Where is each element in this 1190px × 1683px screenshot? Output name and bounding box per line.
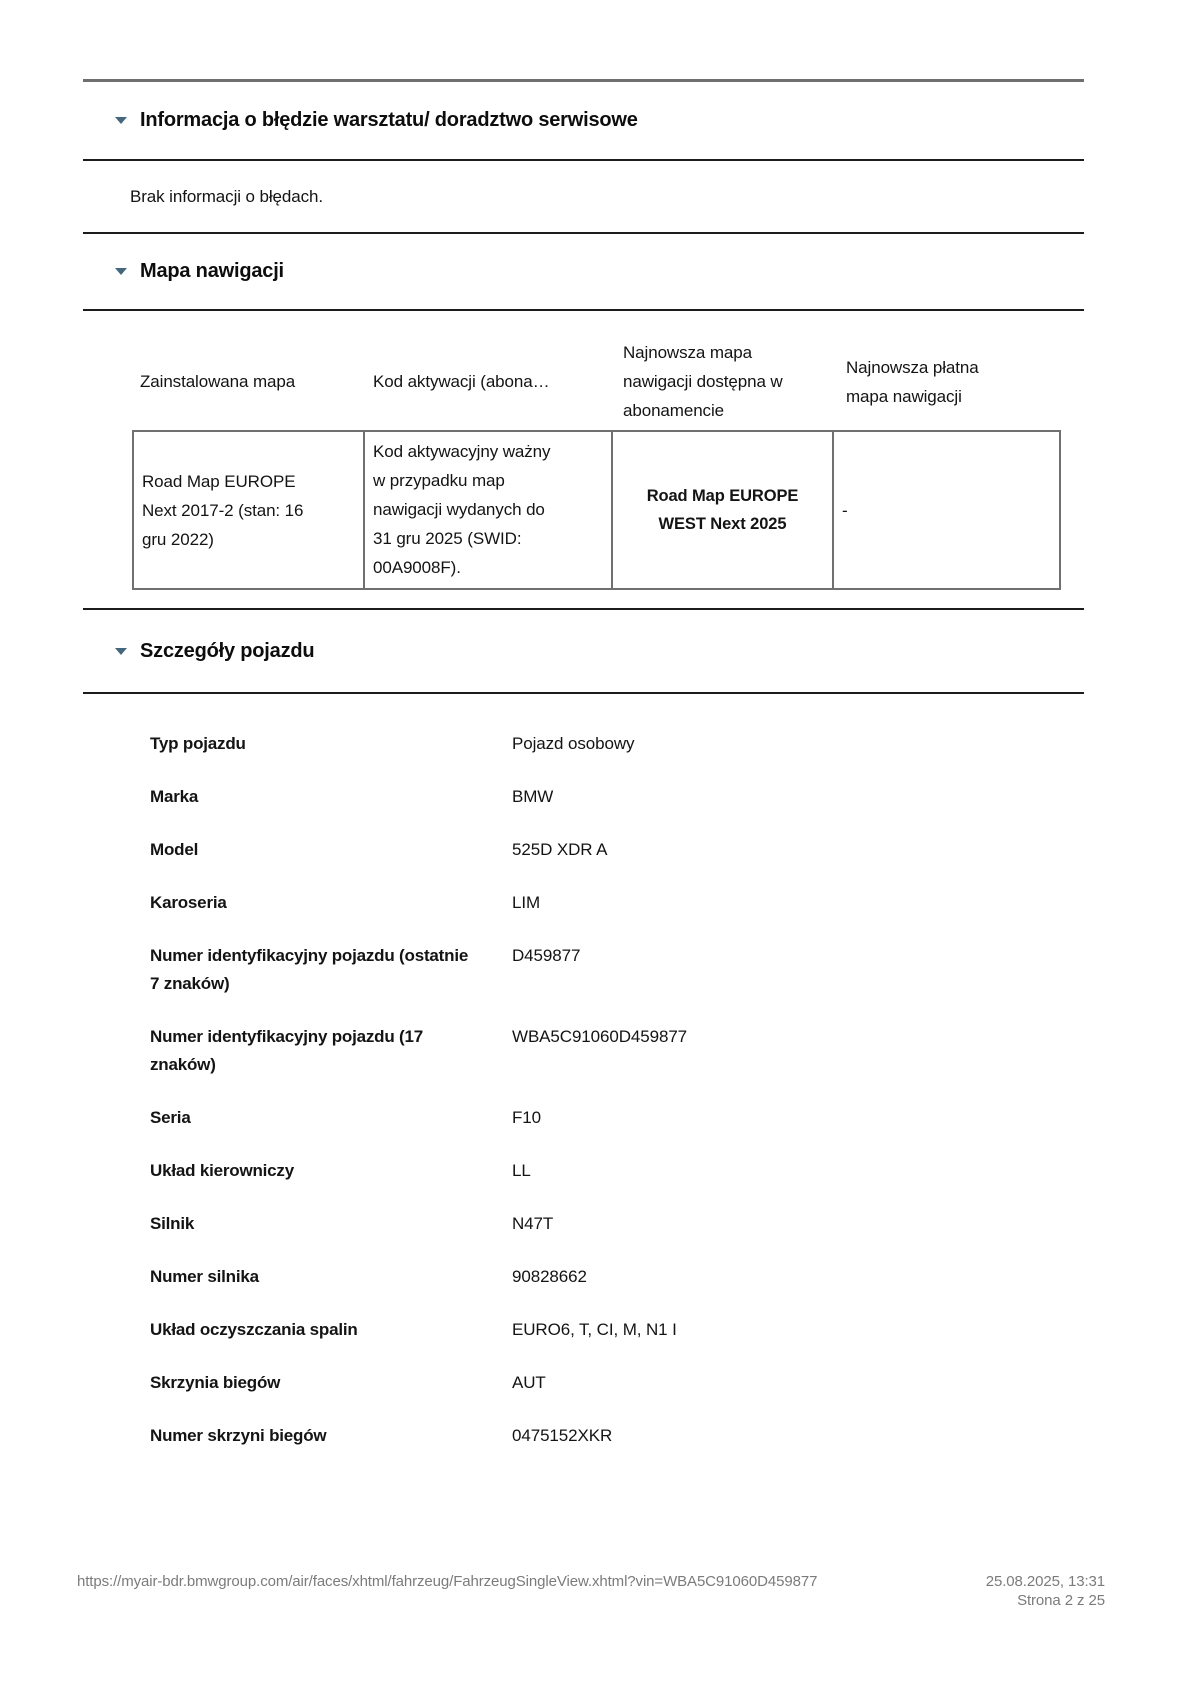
collapse-triangle-icon[interactable] xyxy=(115,648,127,655)
detail-label: Karoseria xyxy=(150,893,227,912)
detail-row xyxy=(150,942,1084,998)
detail-label: Skrzynia biegów xyxy=(150,1373,281,1392)
section-title: Informacja o błędzie warsztatu/ doradztwo serwisowe xyxy=(140,109,638,131)
detail-label: Numer silnika xyxy=(150,1267,259,1286)
cell-newest-paid-map: - xyxy=(842,500,848,520)
detail-value: WBA5C91060D459877 xyxy=(512,1027,688,1046)
footer-datetime: 25.08.2025, 13:31 xyxy=(985,1573,1105,1590)
detail-label: Model xyxy=(150,840,199,859)
col-header-activation-code: Kod aktywacji (abona… xyxy=(373,372,550,391)
detail-value: N47T xyxy=(512,1214,554,1233)
detail-label: Typ pojazdu xyxy=(150,734,246,753)
detail-row xyxy=(150,1023,1084,1079)
detail-value: 525D XDR A xyxy=(512,840,608,859)
section-header-vehicle-details[interactable] xyxy=(83,608,1084,694)
footer-url: https://myair-bdr.bmwgroup.com/air/faces/xhtml/fahrzeug/FahrzeugSingleView.xhtml?vin=WBA5C91060D459877 xyxy=(77,1573,818,1590)
workshop-error-body xyxy=(83,161,1084,234)
footer-page-number: Strona 2 z 25 xyxy=(1017,1592,1105,1609)
section-title: Szczegóły pojazdu xyxy=(140,639,315,662)
collapse-triangle-icon[interactable] xyxy=(115,268,127,275)
detail-row xyxy=(150,1422,1084,1450)
section-header-nav-map[interactable] xyxy=(83,234,1084,311)
no-error-info-text: Brak informacji o błędach. xyxy=(130,186,323,206)
detail-label: Marka xyxy=(150,787,199,806)
detail-value: EURO6, T, CI, M, N1 I xyxy=(512,1320,677,1339)
detail-label: Numer skrzyni biegów xyxy=(150,1426,327,1445)
detail-label: Układ kierowniczy xyxy=(150,1161,294,1180)
detail-row xyxy=(150,730,1084,758)
nav-map-table-row xyxy=(132,430,1061,590)
detail-value: Pojazd osobowy xyxy=(512,734,635,753)
detail-value: LL xyxy=(512,1161,531,1180)
col-header-newest-paid-map: Najnowsza płatna mapa nawigacji xyxy=(846,357,979,406)
detail-row xyxy=(150,783,1084,811)
detail-value: 90828662 xyxy=(512,1267,587,1286)
detail-value: BMW xyxy=(512,787,554,806)
col-header-installed-map: Zainstalowana mapa xyxy=(140,372,296,391)
cell-activation-code: Kod aktywacyjny ważny w przypadku map nawigacji wydanych do 31 gru 2025 (SWID: 00A9008F). xyxy=(365,432,613,588)
detail-label: Układ oczyszczania spalin xyxy=(150,1320,358,1339)
detail-row xyxy=(150,1369,1084,1397)
detail-row xyxy=(150,1157,1084,1185)
detail-label: Numer identyfikacyjny pojazdu (ostatnie 7 znaków) xyxy=(150,946,469,993)
detail-value: F10 xyxy=(512,1108,541,1127)
detail-row xyxy=(150,1210,1084,1238)
detail-row xyxy=(150,1263,1084,1291)
cell-installed-map: Road Map EUROPE Next 2017-2 (stan: 16 gru 2022) xyxy=(134,432,365,588)
detail-label: Silnik xyxy=(150,1214,195,1233)
section-title: Mapa nawigacji xyxy=(140,260,284,282)
detail-value: LIM xyxy=(512,893,541,912)
detail-row xyxy=(150,1104,1084,1132)
detail-value: 0475152XKR xyxy=(512,1426,613,1445)
detail-row xyxy=(150,1316,1084,1344)
col-header-newest-subscription-map: Najnowsza mapa nawigacji dostępna w abonamencie xyxy=(623,343,783,420)
nav-map-table-header-row xyxy=(132,311,1061,430)
vehicle-details-list xyxy=(83,694,1084,1475)
detail-value: AUT xyxy=(512,1373,546,1392)
detail-row xyxy=(150,889,1084,917)
detail-value: D459877 xyxy=(512,946,581,965)
cell-newest-subscription-map: Road Map EUROPE WEST Next 2025 xyxy=(613,432,834,588)
detail-label: Numer identyfikacyjny pojazdu (17 znaków) xyxy=(150,1027,424,1074)
collapse-triangle-icon[interactable] xyxy=(115,117,127,124)
section-header-workshop-error[interactable] xyxy=(83,79,1084,161)
detail-row xyxy=(150,836,1084,864)
detail-label: Seria xyxy=(150,1108,191,1127)
print-footer xyxy=(77,1572,1105,1610)
